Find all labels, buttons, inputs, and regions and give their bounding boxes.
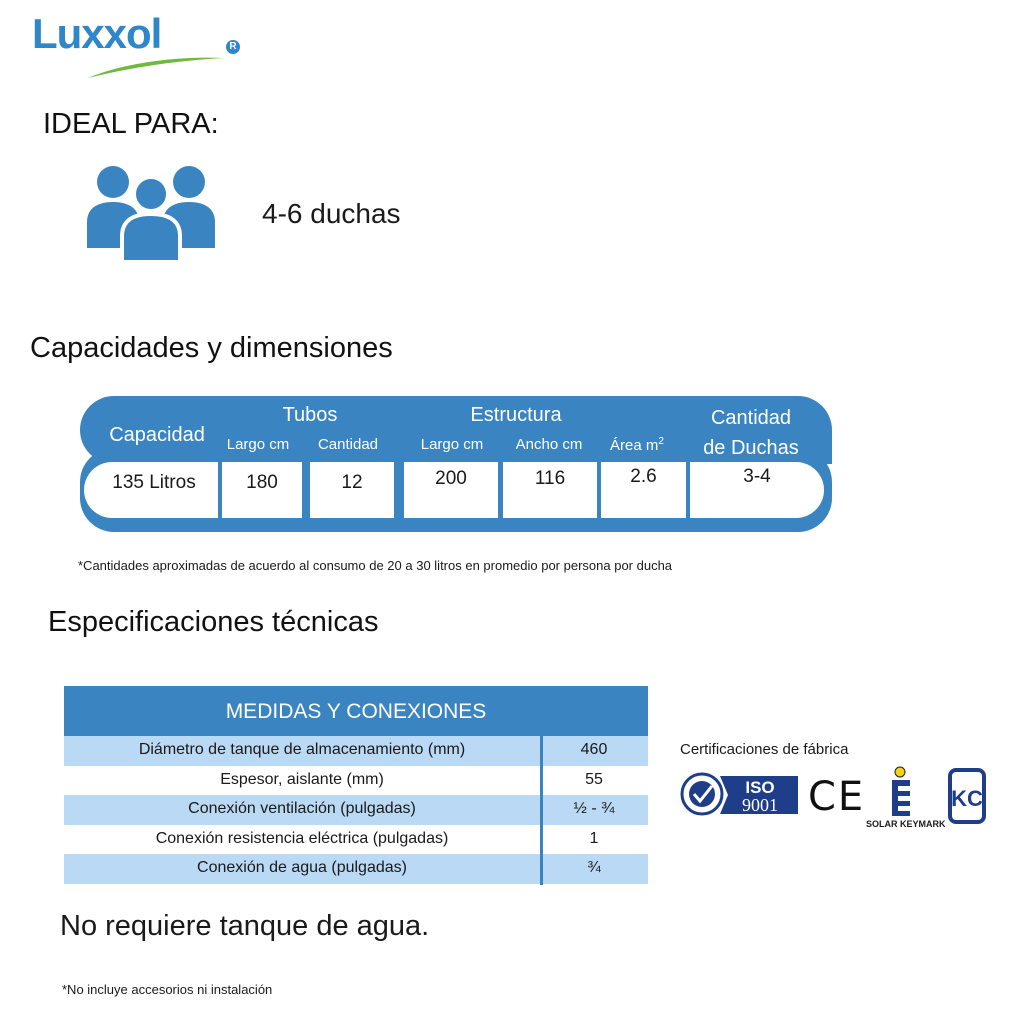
cell-estructura-ancho-value: 116 bbox=[534, 468, 566, 489]
column-divider bbox=[540, 736, 543, 885]
cell-capacidad bbox=[84, 462, 218, 518]
cell-estructura-largo bbox=[404, 462, 498, 518]
tank-note: No requiere tanque de agua. bbox=[60, 910, 430, 942]
row-label: Conexión ventilación (pulgadas) bbox=[188, 800, 416, 817]
brand-logo bbox=[32, 8, 237, 74]
kc-mark-icon bbox=[950, 770, 984, 822]
header-area-superscript: 2 bbox=[658, 436, 664, 447]
row-label: Diámetro de tanque de almacenamiento (mm) bbox=[138, 741, 466, 758]
ce-mark-icon bbox=[808, 774, 865, 820]
cell-tubos-largo bbox=[222, 462, 302, 518]
header-capacidad: Capacidad bbox=[109, 424, 205, 446]
row-value: ½ - ¾ bbox=[573, 800, 615, 817]
registered-mark: R bbox=[226, 40, 240, 54]
row-value: 1 bbox=[589, 829, 599, 847]
ideal-title: IDEAL PARA: bbox=[43, 108, 219, 140]
row-value: 460 bbox=[580, 741, 608, 758]
header-estructura-largo: Largo cm bbox=[420, 436, 484, 453]
row-label: Espesor, aislante (mm) bbox=[220, 770, 384, 788]
table-row bbox=[64, 766, 648, 796]
cell-capacidad-value: 135 Litros bbox=[112, 472, 196, 493]
cell-tubos-cantidad bbox=[310, 462, 394, 518]
cell-duchas-value: 3-4 bbox=[743, 466, 771, 487]
brand-name: Luxxol bbox=[32, 10, 162, 57]
header-tubos-largo: Largo cm bbox=[226, 436, 290, 453]
cell-tubos-cantidad-value: 12 bbox=[341, 472, 363, 493]
capacities-title: Capacidades y dimensiones bbox=[30, 332, 393, 364]
cell-duchas bbox=[690, 462, 824, 518]
specs-table bbox=[64, 686, 648, 884]
header-area bbox=[602, 436, 672, 454]
solar-keymark-icon bbox=[892, 767, 910, 816]
row-value: ¾ bbox=[587, 859, 601, 876]
ce-label: CE bbox=[808, 774, 866, 820]
header-cantidad-duchas-2: de Duchas bbox=[703, 437, 799, 459]
specs-title: Especificaciones técnicas bbox=[48, 606, 379, 638]
cell-area bbox=[601, 462, 686, 518]
header-estructura-ancho: Ancho cm bbox=[515, 436, 583, 453]
group-people-icon bbox=[84, 164, 218, 264]
table-row bbox=[64, 795, 648, 825]
table-row bbox=[64, 854, 648, 884]
footnote: *No incluye accesorios ni instalación bbox=[62, 982, 273, 997]
table-row bbox=[64, 736, 648, 766]
cell-estructura-ancho bbox=[503, 462, 597, 518]
row-label: Conexión resistencia eléctrica (pulgadas) bbox=[155, 829, 449, 847]
kc-label: KC bbox=[951, 786, 983, 811]
solar-keymark-label: SOLAR KEYMARK bbox=[866, 819, 946, 829]
table-row bbox=[64, 825, 648, 855]
iso-label: ISO bbox=[745, 778, 775, 797]
cell-tubos-largo-value: 180 bbox=[246, 472, 278, 493]
logo-swoosh-icon bbox=[86, 54, 226, 80]
row-value: 55 bbox=[585, 770, 603, 788]
capacities-table bbox=[80, 396, 832, 534]
cell-estructura-largo-value: 200 bbox=[435, 468, 467, 489]
certifications-title: Certificaciones de fábrica bbox=[680, 741, 849, 758]
capacities-note: *Cantidades aproximadas de acuerdo al consumo de 20 a 30 litros en promedio por persona por ducha bbox=[78, 558, 673, 573]
cell-area-value: 2.6 bbox=[630, 466, 657, 487]
header-area-label: Área m bbox=[610, 437, 659, 454]
specs-table-title: MEDIDAS Y CONEXIONES bbox=[64, 686, 648, 736]
iso-number: 9001 bbox=[742, 795, 778, 815]
header-tubos: Tubos bbox=[282, 404, 338, 426]
iso-9001-icon bbox=[682, 774, 798, 815]
row-label: Conexión de agua (pulgadas) bbox=[197, 859, 407, 876]
header-tubos-cantidad: Cantidad bbox=[317, 436, 379, 453]
showers-count: 4-6 duchas bbox=[262, 198, 401, 229]
header-estructura: Estructura bbox=[470, 404, 562, 426]
header-cantidad-duchas-1: Cantidad bbox=[710, 407, 792, 429]
certification-logos bbox=[680, 766, 990, 832]
